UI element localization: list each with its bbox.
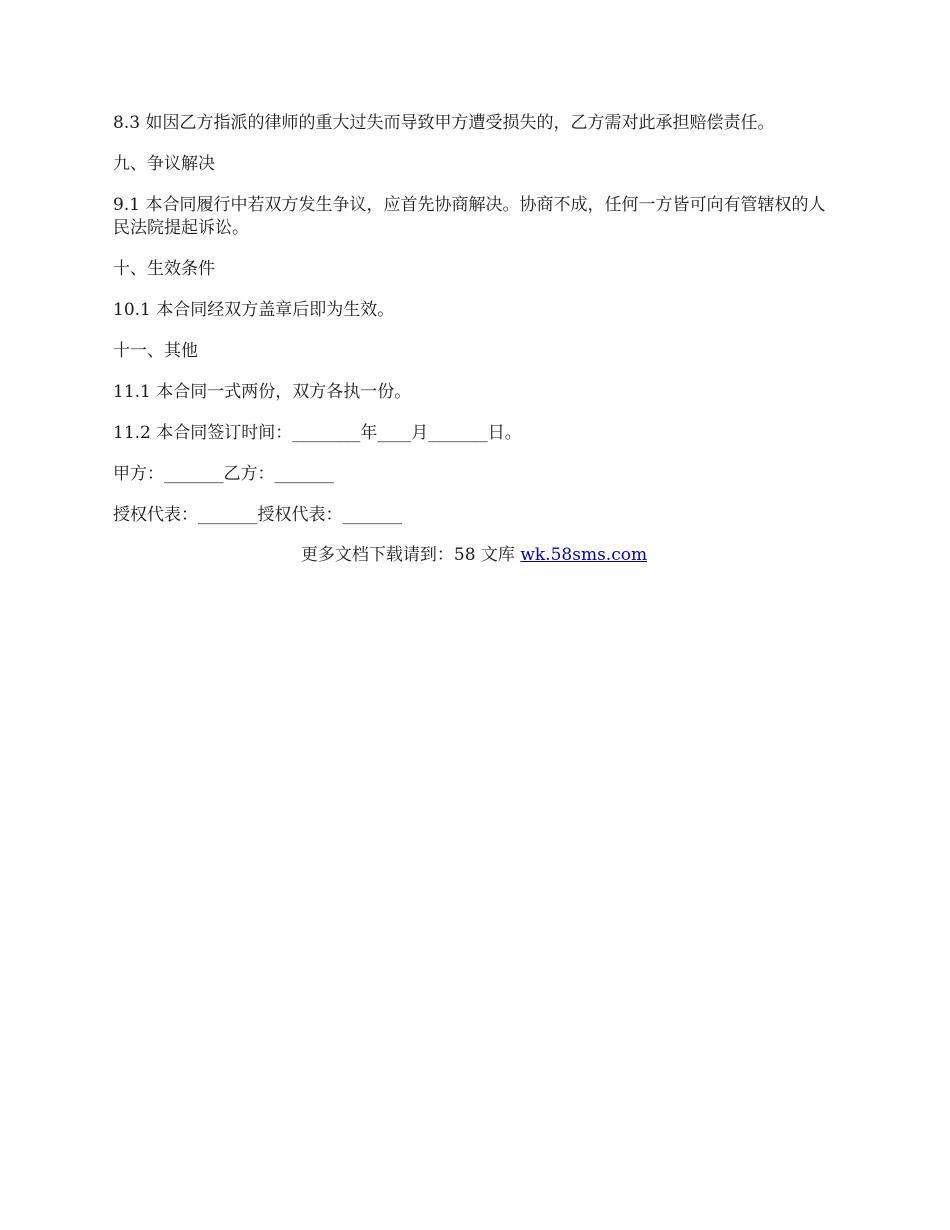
party-signature-line: 甲方：_______乙方：_______ xyxy=(113,464,334,484)
section-heading-effective-conditions: 十、生效条件 xyxy=(113,259,215,279)
section-heading-dispute-resolution: 九、争议解决 xyxy=(113,154,215,174)
section-heading-other: 十一、其他 xyxy=(113,341,198,361)
footer-link[interactable]: wk.58sms.com xyxy=(520,545,648,565)
footer-text: 更多文档下载请到：58 文库 xyxy=(300,545,521,565)
clause-11-2-signing-date: 11.2 本合同签订时间：________年____月_______日。 xyxy=(113,423,522,443)
clause-10-1: 10.1 本合同经双方盖章后即为生效。 xyxy=(113,300,395,320)
clause-11-1: 11.1 本合同一式两份，双方各执一份。 xyxy=(113,382,412,402)
clause-9-1: 9.1 本合同履行中若双方发生争议，应首先协商解决。协商不成，任何一方皆可向有管辖权的人民法院提起诉讼。 xyxy=(113,195,826,238)
representative-signature-line: 授权代表：_______授权代表：_______ xyxy=(113,505,402,525)
download-footer xyxy=(113,544,835,567)
document-page xyxy=(113,112,835,567)
clause-8-3: 8.3 如因乙方指派的律师的重大过失而导致甲方遭受损失的，乙方需对此承担赔偿责任。 xyxy=(113,113,775,133)
